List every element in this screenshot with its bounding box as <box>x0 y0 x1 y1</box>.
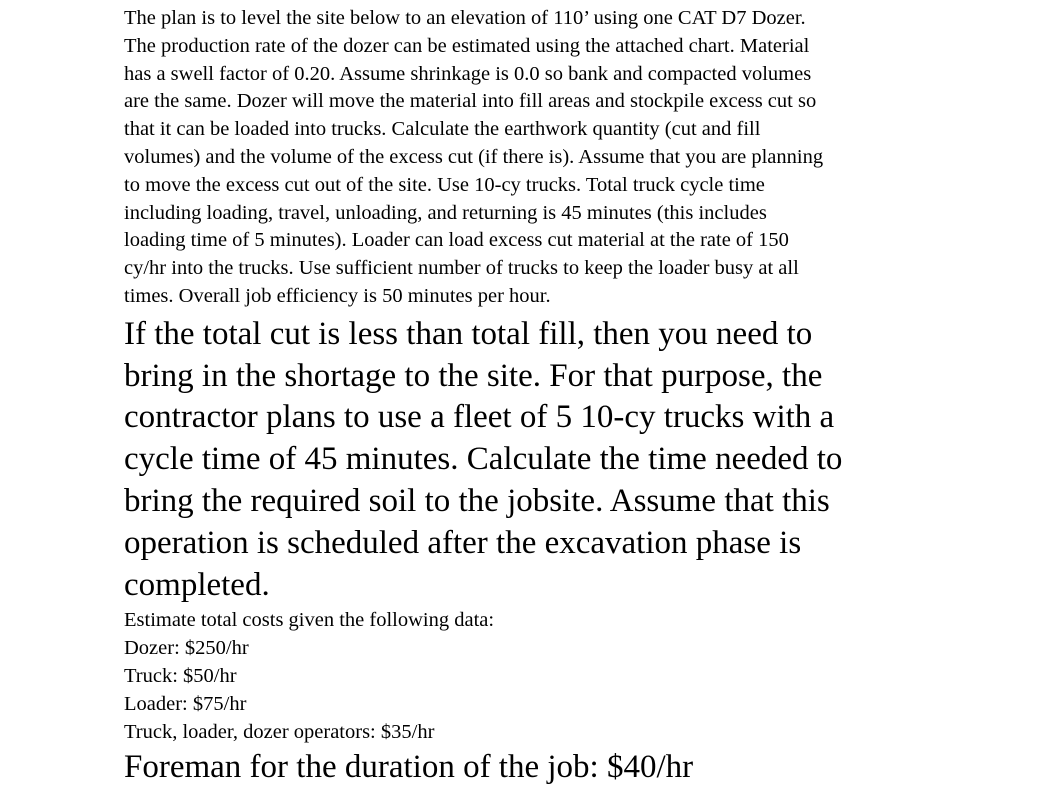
cost-item-dozer: Dozer: $250/hr <box>124 637 249 660</box>
shortage-line: If the total cut is less than total fill, then you need to <box>124 315 813 352</box>
intro-line: loading time of 5 minutes). Loader can load excess cut material at the rate of 150 <box>124 229 789 252</box>
cost-data-list <box>124 607 954 746</box>
intro-paragraph <box>124 5 954 311</box>
intro-line: cy/hr into the trucks. Use sufficient number of trucks to keep the loader busy at all <box>124 257 799 280</box>
intro-line: to move the excess cut out of the site. Use 10-cy trucks. Total truck cycle time <box>124 173 765 196</box>
intro-line: that it can be loaded into trucks. Calculate the earthwork quantity (cut and fill <box>124 118 761 141</box>
foreman-cost <box>124 747 954 789</box>
shortage-line: bring the required soil to the jobsite. Assume that this <box>124 482 830 519</box>
intro-line: The production rate of the dozer can be estimated using the attached chart. Material <box>124 34 810 57</box>
shortage-paragraph <box>124 314 954 607</box>
shortage-line: contractor plans to use a fleet of 5 10-cy trucks with a <box>124 399 835 436</box>
shortage-line: operation is scheduled after the excavation phase is <box>124 524 802 561</box>
intro-line: are the same. Dozer will move the material into fill areas and stockpile excess cut so <box>124 90 817 113</box>
intro-line: volumes) and the volume of the excess cut (if there is). Assume that you are planning <box>124 145 824 168</box>
intro-line: The plan is to level the site below to an elevation of 110’ using one CAT D7 Dozer. <box>124 7 806 29</box>
intro-line: including loading, travel, unloading, and returning is 45 minutes (this includes <box>124 201 767 224</box>
shortage-line: completed. <box>124 566 270 603</box>
problem-document <box>124 5 954 789</box>
intro-line: times. Overall job efficiency is 50 minutes per hour. <box>124 284 551 307</box>
cost-item-operators: Truck, loader, dozer operators: $35/hr <box>124 720 435 743</box>
cost-item-foreman: Foreman for the duration of the job: $40/hr <box>124 749 694 786</box>
cost-item-loader: Loader: $75/hr <box>124 692 247 715</box>
cost-item-truck: Truck: $50/hr <box>124 664 237 687</box>
intro-line: has a swell factor of 0.20. Assume shrinkage is 0.0 so bank and compacted volumes <box>124 62 812 85</box>
shortage-line: cycle time of 45 minutes. Calculate the time needed to <box>124 441 843 478</box>
cost-data-heading: Estimate total costs given the following data: <box>124 609 495 632</box>
shortage-line: bring in the shortage to the site. For that purpose, the <box>124 357 823 394</box>
